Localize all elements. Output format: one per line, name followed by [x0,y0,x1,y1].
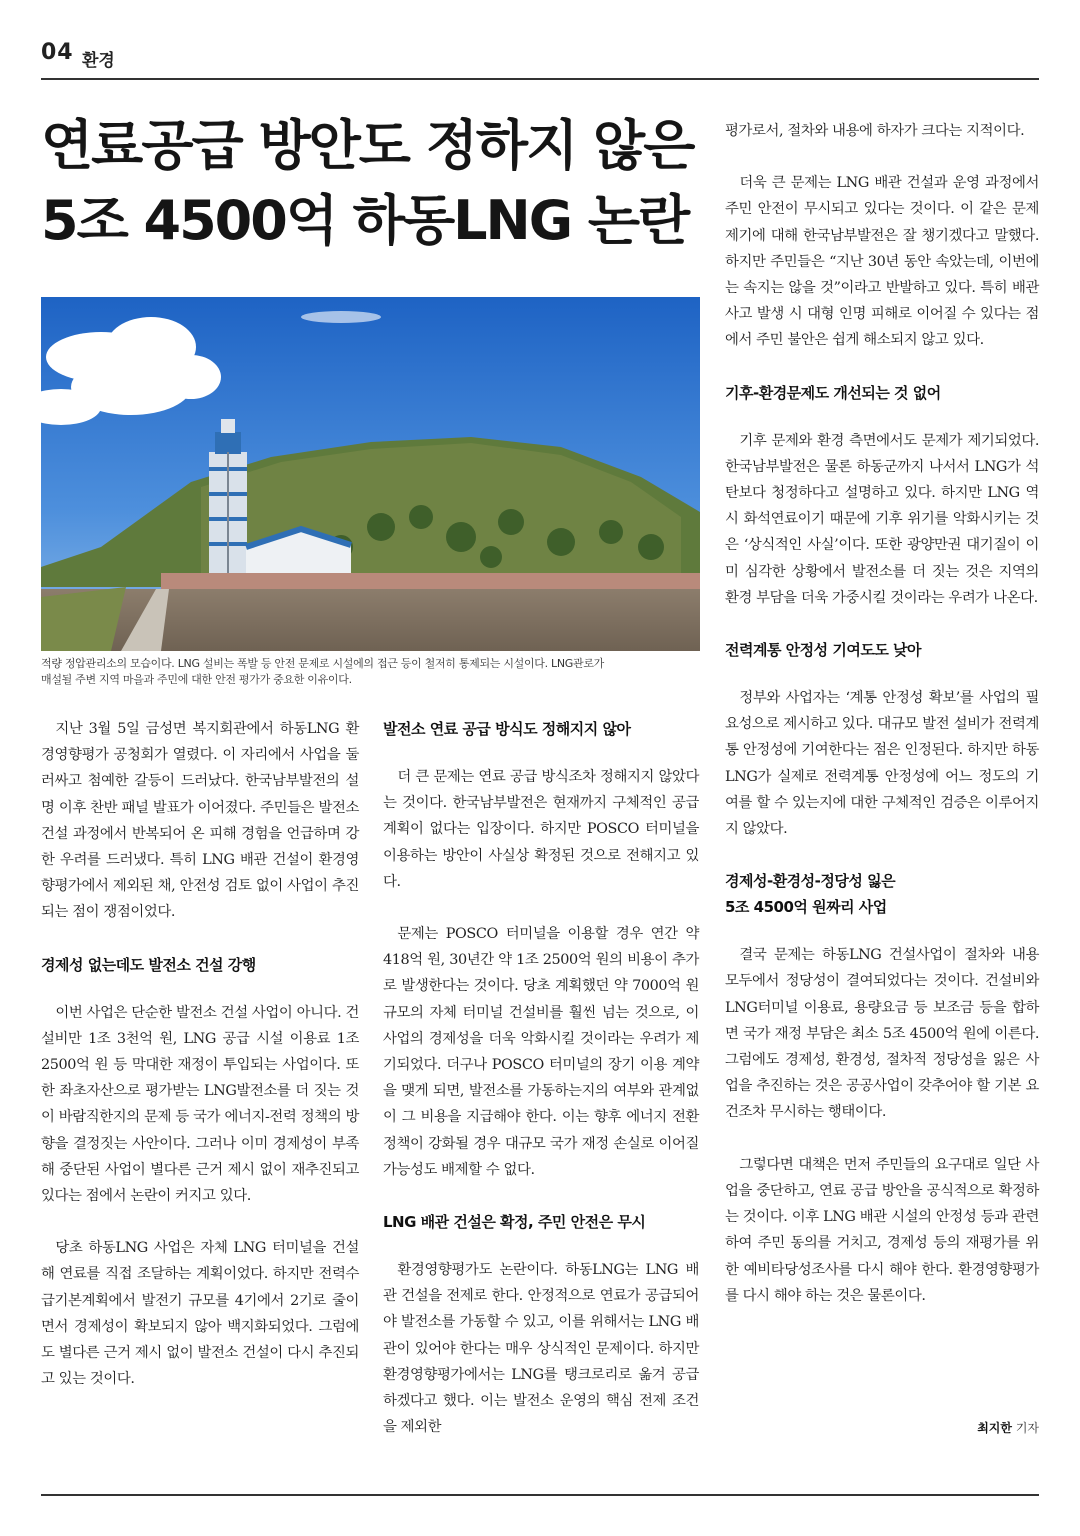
reporter-name: 최지한 [977,1421,1012,1435]
article-photo [41,297,700,651]
page-number: 04 [41,40,74,65]
paragraph: 정부와 사업자는 ‘계통 안정성 확보’를 사업의 필요성으로 제시하고 있다. 대규모 발전 설비가 전력계통 안정성에 기여한다는 점은 인정된다. 하지만 하동LNG가 실제로 전력계통 안정성에 어느 정도의 기여를 할 수 있는지에 대한 구체적인 검증은 이루어지지 않았다. [725,690,1039,838]
paragraph: 지난 3월 5일 금성면 복지회관에서 하동LNG 환경영향평가 공청회가 열렸다. 이 자리에서 사업을 둘러싸고 첨예한 갈등이 드러났다. 한국남부발전의 설명 이후 찬반 패널 발표가 이어졌다. 주민들은 발전소 건설 과정에서 반복되어 온 피해 경험을 언급하며 강한 우려를 드러냈다. 특히 LNG 배관 건설이 환경영향평가에서 제외된 채, 안전성 검토 없이 사업이 추진되는 점이 쟁점이었다. [41,721,359,921]
paragraph: 결국 문제는 하동LNG 건설사업이 절차와 내용 모두에서 정당성이 결여되었다는 것이다. 건설비와 LNG터미널 이용료, 용량요금 등 보조금 등을 합하면 국가 재정 부담은 최소 5조 4500억 원에 이른다. 그럼에도 경제성, 환경성, 절차적 정당성을 잃은 사업을 추진하는 것은 공공사업이 갖추어야 할 기본 요건조차 무시하는 행태이다. [725,947,1039,1121]
article-column-3 [725,118,1039,1335]
paragraph: 기후 문제와 환경 측면에서도 문제가 제기되었다. 한국남부발전은 물론 하동군까지 나서서 LNG가 석탄보다 청정하다고 설명하고 있다. 하지만 LNG 역시 화석연료이기 때문에 기후 위기를 악화시키는 것은 ‘상식적인 사실’이다. 또한 광양만권 대기질이 이미 심각한 상황에서 발전소를 더 짓는 것은 지역의 환경 부담을 더욱 가중시킬 것이라는 우려가 나온다. [725,432,1039,606]
header-rule [41,78,1039,80]
paragraph: 당초 하동LNG 사업은 자체 LNG 터미널을 건설해 연료를 직접 조달하는 계획이었다. 하지만 전력수급기본계획에서 발전기 규모를 4기에서 2기로 줄이면서 경제성이 확보되지 않아 백지화되었다. 그럼에도 별다른 근거 제시 없이 발전소 건설이 다시 추진되고 있는 것이다. [41,1240,359,1388]
wall [161,573,700,591]
paragraph: 더 큰 문제는 연료 공급 방식조차 정해지지 않았다는 것이다. 한국남부발전은 현재까지 구체적인 공급 계획이 없다는 입장이다. 하지만 POSCO 터미널을 이용하는 방안이 사실상 확정된 것으로 전해지고 있다. [383,769,699,890]
headline [41,108,701,258]
section-name: 환경 [82,51,115,71]
caption-line-1: 적량 정압관리소의 모습이다. LNG 설비는 폭발 등 안전 문제로 시설에의 접근 등이 철저히 통제되는 시설이다. LNG관로가 [41,657,604,670]
paragraph-continued: 평가로서, 절차와 내용에 하자가 크다는 지적이다. [725,123,1025,139]
paragraph: 이번 사업은 단순한 발전소 건설 사업이 아니다. 건설비만 1조 3천억 원, LNG 공급 시설 이용료 1조 2500억 원 등 막대한 재정이 투입되는 사업이다. 또한 좌초자산으로 평가받는 LNG발전소를 더 짓는 것이 바람직한지의 문제 등 국가 에너지-전력 정책의 방향을 결정짓는 사안이다. 그러나 이미 경제성이 부족해 중단된 사업이 별다른 근거 제시 없이 재추진되고 있다는 점에서 논란이 커지고 있다. [41,1004,359,1205]
subheading: 경제성 없는데도 발전소 건설 강행 [41,955,256,974]
paragraph: 더욱 큰 문제는 LNG 배관 건설과 운영 과정에서 주민 안전이 무시되고 있다는 것이다. 이 같은 문제 제기에 대해 한국남부발전은 잘 챙기겠다고 말했다. 하지만 주민들은 “지난 30년 동안 속았는데, 이번에는 속지는 않을 것”이라고 반발하고 있다. 특히 배관 사고 발생 시 대형 인명 피해로 이어질 수 있다는 점에서 주민 불안은 쉽게 해소되지 않고 있다. [725,175,1039,349]
subheading: 기후-환경문제도 개선되는 것 없어 [725,383,941,402]
footer-rule [41,1494,1039,1496]
byline [977,1419,1039,1436]
headline-line-1: 연료공급 방안도 정하지 않은 [41,114,694,177]
article-column-2 [383,716,699,1466]
paragraph: 그렇다면 대책은 먼저 주민들의 요구대로 일단 사업을 중단하고, 연료 공급 방안을 공식적으로 확정하는 것이다. 이후 LNG 배관 시설의 안정성 등과 관련하여 주민 동의를 거치고, 경제성 등의 재평가를 위한 예비타당성조사를 다시 해야 한다. 환경영향평가를 다시 해야 하는 것은 물론이다. [725,1156,1039,1304]
subheading [725,868,1039,920]
paragraph: 환경영향평가도 논란이다. 하동LNG는 LNG 배관 건설을 전제로 한다. 안정적으로 연료가 공급되어야 발전소를 가동할 수 있고, 이를 위해서는 LNG 배관이 있어야 한다는 매우 상식적인 문제이다. 하지만 환경영향평가에서는 LNG를 탱크로리로 옮겨 공급하겠다고 했다. 이는 발전소 운영의 핵심 전제 조건을 제외한 [383,1262,699,1436]
subheading-line-1: 경제성-환경성-정당성 잃은 [725,872,896,891]
reporter-title: 기자 [1015,1421,1039,1435]
caption-line-2: 매설될 주변 지역 마을과 주민에 대한 안전 평가가 중요한 이유이다. [41,673,352,686]
photo-caption [41,656,703,688]
article-column-1 [41,716,359,1418]
subheading: LNG 배관 건설은 확정, 주민 안전은 무시 [383,1213,646,1232]
subheading-line-2: 5조 4500억 원짜리 사업 [725,898,887,917]
subheading: 전력계통 안정성 기여도도 낮아 [725,641,922,660]
subheading: 발전소 연료 공급 방식도 정해지지 않아 [383,720,631,738]
headline-line-2: 5조 4500억 하동LNG 논란 [41,189,689,252]
paragraph: 문제는 POSCO 터미널을 이용할 경우 연간 약 418억 원, 30년간 약 1조 2500억 원의 비용이 추가로 발생한다는 것이다. 당초 계획했던 약 7000억 원 규모의 자체 터미널 건설비를 훨씬 넘는 것으로, 이 사업의 경제성을 더욱 악화시킬 것이라는 우려가 제기되었다. 더구나 POSCO 터미널의 장기 이용 계약을 맺게 되면, 발전소를 가동하는지의 여부와 관계없이 그 비용을 지급해야 한다. 이는 향후 에너지 전환 정책이 강화될 경우 대규모 국가 재정 손실로 이어질 가능성도 배제할 수 없다. [383,926,699,1178]
